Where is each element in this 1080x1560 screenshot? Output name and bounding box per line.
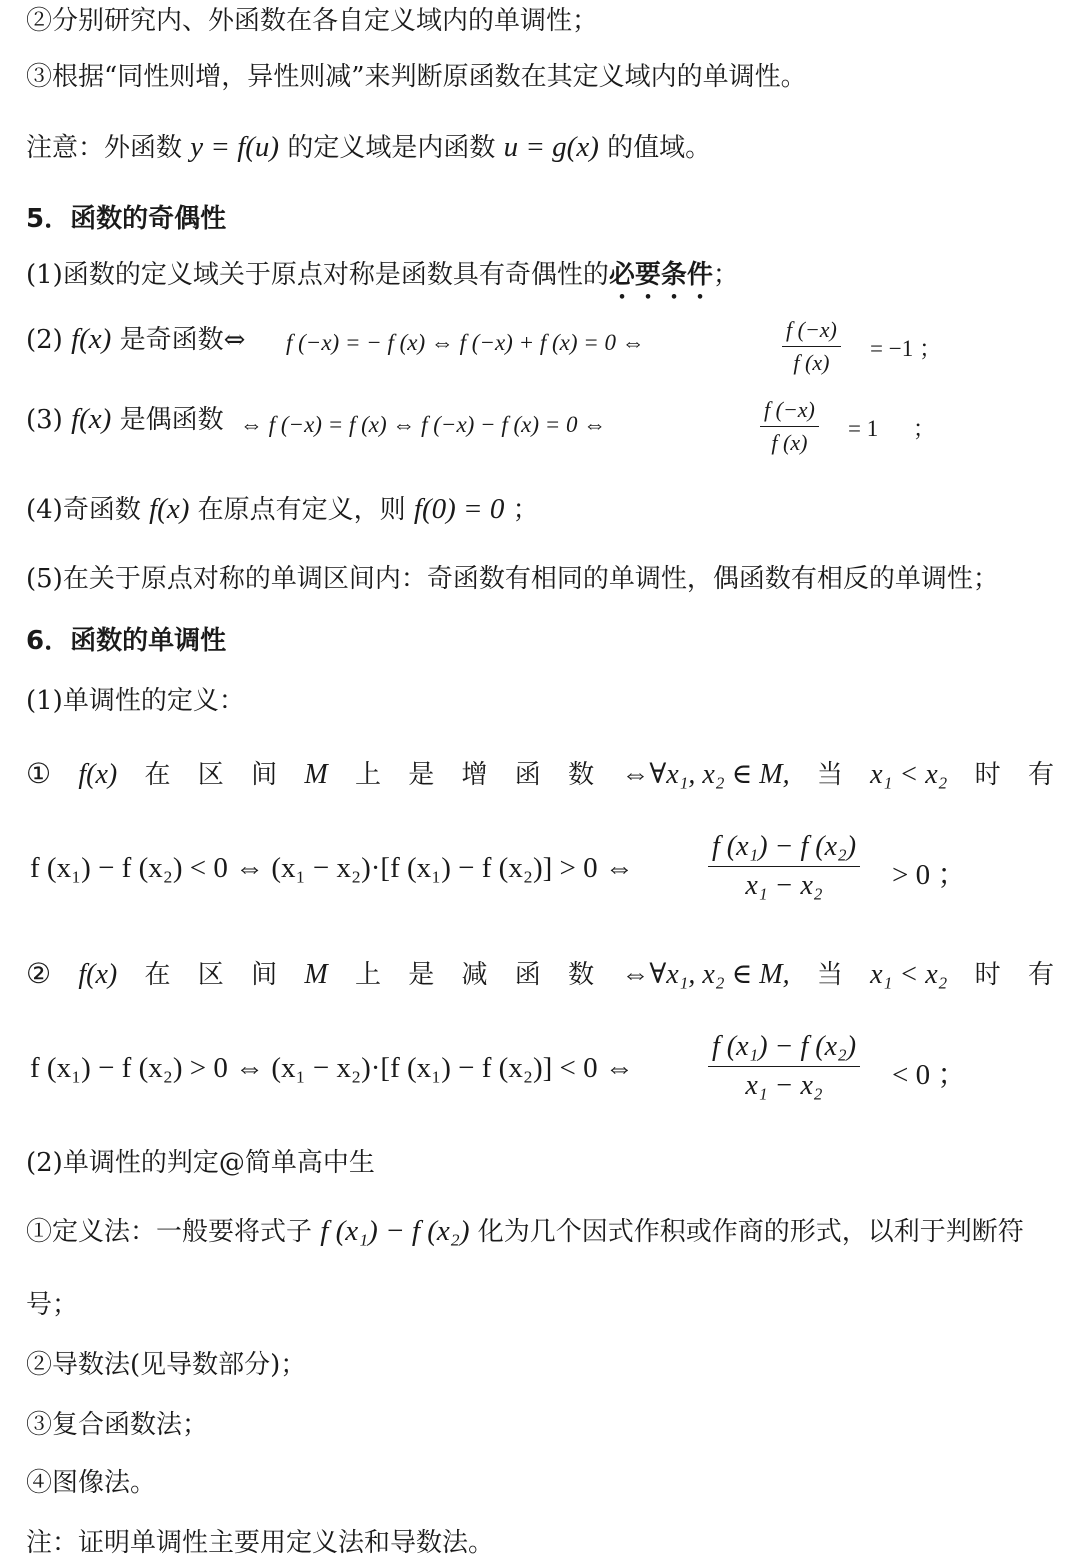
decreasing-definition-line — [26, 954, 1054, 991]
math-u-gx: u = g(x) — [503, 131, 599, 163]
even-function-equivalence: ⇔ f (−x) = f (x) ⇔ f (−x) − f (x) = 0 ⇔ — [240, 412, 607, 437]
parity-item-4: (4)奇函数 f(x) 在原点有定义，则 f(0) = 0 ； — [26, 493, 539, 525]
method-composite: ③复合函数法； — [26, 1410, 209, 1440]
odd-function-fraction: $\frac{f (-x)}{f (x)}$ — [782, 316, 841, 377]
dec-word: 是 — [408, 960, 435, 990]
line-same-increase-rule: ③根据“同性则增，异性则减”来判断原函数在其定义域内的单调性。 — [26, 62, 807, 92]
inc-word: 是 — [408, 760, 435, 790]
line-inner-outer-monotonicity: ②分别研究内、外函数在各自定义域内的单调性； — [26, 6, 599, 36]
increasing-result: > 0 ； — [892, 859, 967, 891]
inc-word: 函 — [514, 760, 541, 790]
inc-word: 时 — [974, 760, 1001, 790]
dec-word: 时 — [974, 960, 1001, 990]
decreasing-fraction: $\frac{\text{f (x₁) − f (x₂)}}{\text{x₁ − x₂}}$ — [708, 1030, 860, 1103]
parity-item-3: (3) f(x) 是偶函数 — [26, 403, 224, 435]
dec-word: 函 — [514, 960, 541, 990]
method-graph: ④图像法。 — [26, 1468, 157, 1498]
line-domain-note: 注意：外函数 y = f(u) 的定义域是内函数 u = g(x) 的值域。 — [26, 131, 712, 163]
inc-word: M — [304, 759, 328, 790]
parity-item-2: (2) f(x) 是奇函数⇔ — [26, 323, 246, 355]
inc-word: 上 — [354, 760, 381, 790]
dec-word: M — [304, 959, 328, 990]
dec-word: 减 — [461, 960, 488, 990]
inc-word: 增 — [461, 760, 488, 790]
dec-word: 有 — [1027, 960, 1054, 990]
section-heading-monotonicity: 6．函数的单调性 — [26, 626, 227, 656]
dec-word: 区 — [197, 960, 224, 990]
parity-item-1: (1)函数的定义域关于原点对称是函数具有奇偶性的必要条件； — [26, 260, 739, 290]
inc-word: x₁ < x₂ — [870, 759, 948, 790]
decreasing-result: < 0 ； — [892, 1059, 967, 1091]
method-definition: ①定义法：一般要将式子 f (x₁) − f (x₂) 化为几个因式作积或作商的形式，以利于判断符 — [26, 1215, 1024, 1247]
decreasing-equivalence: f (x₁) − f (x₂) > 0 ⇔ (x₁ − x₂)·[f (x₁) − f (x₂)] < 0 ⇔ — [30, 1052, 634, 1084]
dec-word: 数 — [568, 960, 595, 990]
method-derivative: ②导数法(见导数部分)； — [26, 1350, 307, 1380]
dec-word: 当 — [816, 960, 843, 990]
inc-word: 间 — [251, 760, 278, 790]
dec-word: ⇔∀x₁, x₂ ∈ M, — [621, 959, 790, 990]
inc-word: 区 — [197, 760, 224, 790]
inc-word: ① — [26, 759, 52, 790]
even-function-result: = 1 ； — [848, 416, 936, 441]
dec-word: f(x) — [78, 959, 118, 990]
monotonicity-determination-label: (2)单调性的判定@简单高中生 — [26, 1148, 375, 1178]
dec-word: 上 — [354, 960, 381, 990]
method-definition-continued: 号； — [26, 1290, 79, 1320]
parity-item-5: (5)在关于原点对称的单调区间内：奇函数有相同的单调性，偶函数有相反的单调性； — [26, 564, 999, 594]
inc-word: 在 — [144, 760, 171, 790]
necessary-condition-emphasis: 必要条件 — [608, 260, 713, 290]
section-heading-parity: 5．函数的奇偶性 — [26, 204, 227, 234]
odd-function-result: = −1 ； — [870, 336, 942, 361]
odd-function-equivalence: f (−x) = − f (x) ⇔ f (−x) + f (x) = 0 ⇔ — [286, 330, 645, 355]
proof-note: 注：证明单调性主要用定义法和导数法。 — [26, 1528, 495, 1558]
increasing-fraction: $\frac{\text{f (x₁) − f (x₂)}}{\text{x₁ − x₂}}$ — [708, 830, 860, 903]
inc-word: 当 — [816, 760, 843, 790]
inc-word: f(x) — [78, 759, 118, 790]
dec-word: ② — [26, 959, 52, 990]
inc-word: ⇔∀x₁, x₂ ∈ M, — [621, 759, 790, 790]
dec-word: x₁ < x₂ — [870, 959, 948, 990]
even-function-fraction: $\frac{f (-x)}{f (x)}$ — [760, 396, 819, 457]
inc-word: 有 — [1027, 760, 1054, 790]
inc-word: 数 — [568, 760, 595, 790]
monotonicity-definition-label: (1)单调性的定义： — [26, 686, 245, 716]
math-y-fu: y = f(u) — [190, 131, 280, 163]
increasing-equivalence: f (x₁) − f (x₂) < 0 ⇔ (x₁ − x₂)·[f (x₁) − f (x₂)] > 0 ⇔ — [30, 852, 634, 884]
dec-word: 间 — [251, 960, 278, 990]
dec-word: 在 — [144, 960, 171, 990]
increasing-definition-line — [26, 754, 1054, 791]
